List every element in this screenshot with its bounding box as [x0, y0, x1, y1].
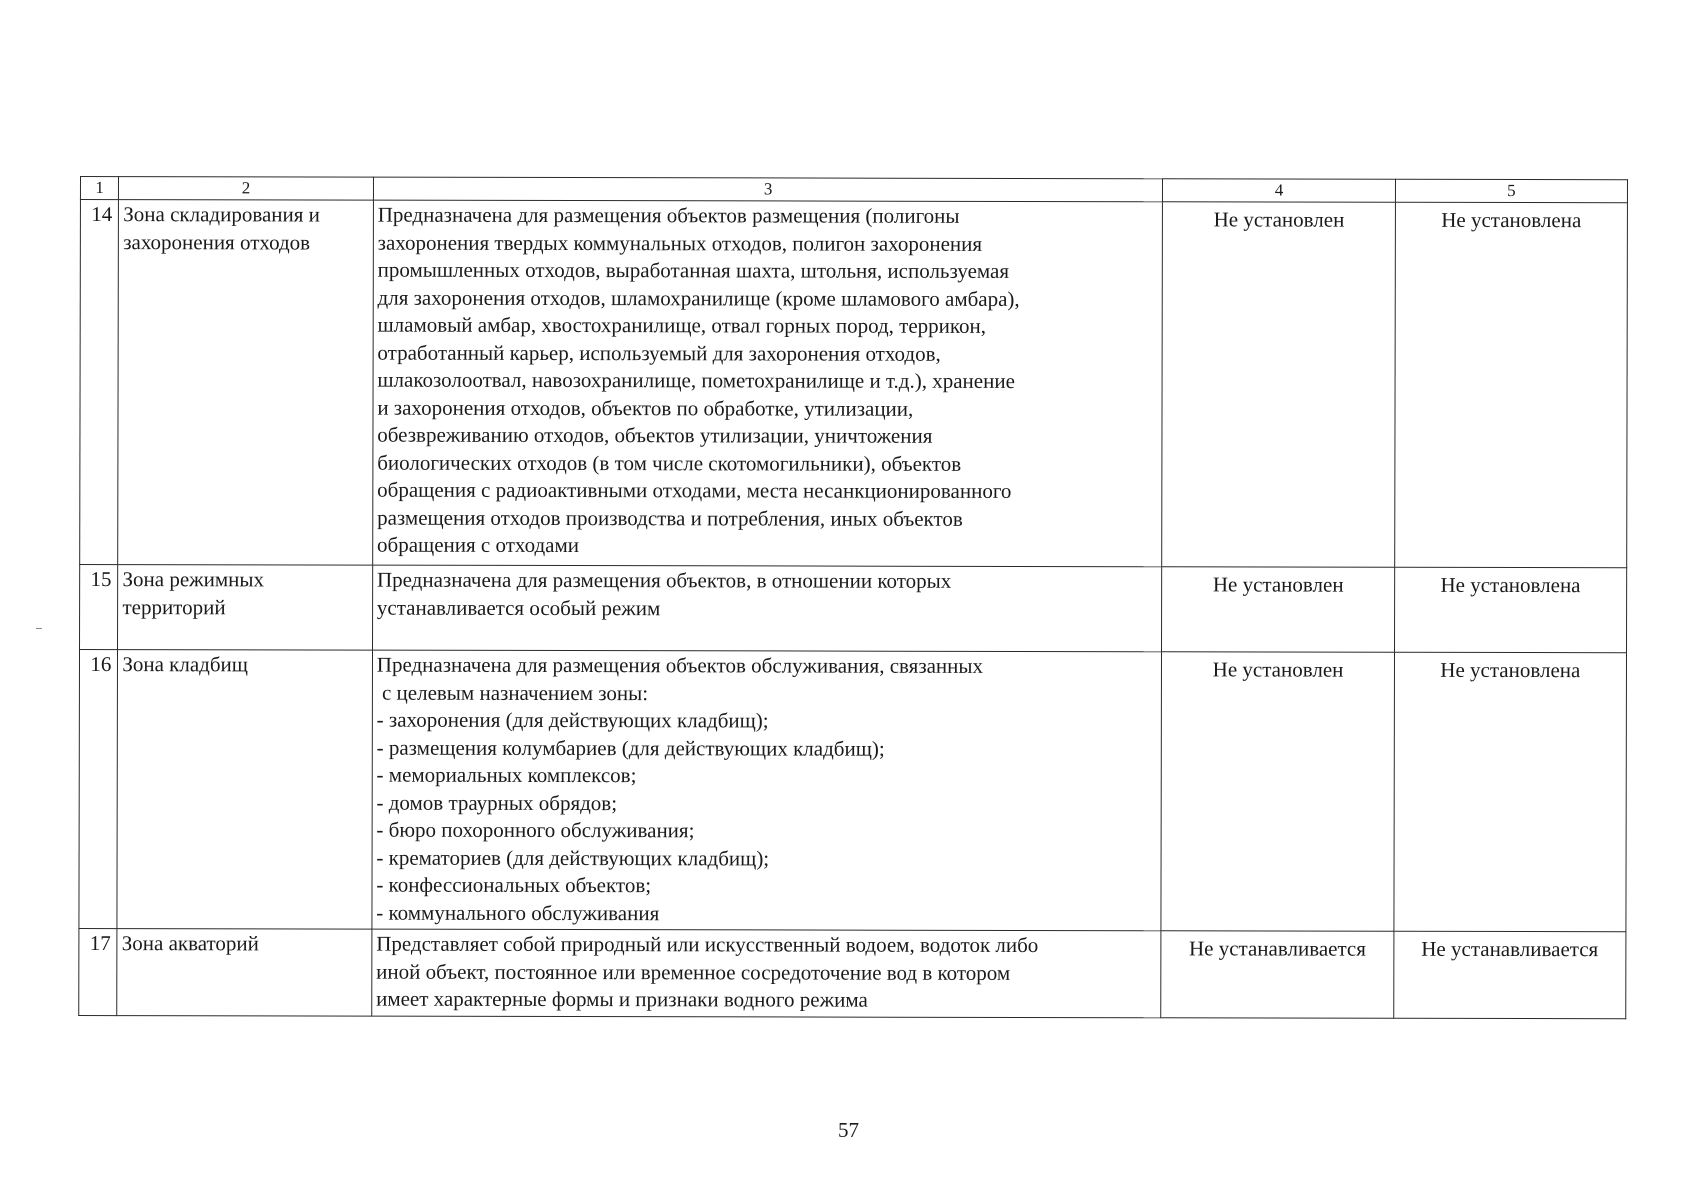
row-number: 14 — [80, 200, 119, 565]
table-row — [80, 565, 1627, 653]
description-line: - бюро похоронного обслуживания; — [376, 817, 695, 843]
zones-table — [78, 176, 1628, 1019]
description-line: устанавливается особый режим — [376, 595, 661, 620]
column-4-value: Не устанавливается — [1161, 931, 1393, 1018]
description-line: Предназначена для размещения объектов, в отношении которых — [376, 567, 952, 593]
table-row — [80, 200, 1628, 568]
zone-name: Зона кладбищ — [117, 650, 372, 930]
column-5-value: Не устанавливается — [1393, 931, 1625, 1018]
column-5-value: Не установлена — [1394, 652, 1627, 931]
table-header-row — [80, 177, 1627, 203]
zone-description — [372, 650, 1162, 931]
page-number: 57 — [838, 1118, 859, 1142]
zone-name: Зона акваторий — [117, 929, 372, 1016]
header-cell-5: 5 — [1395, 179, 1627, 202]
description-line: шламовый амбар, хвостохранилище, отвал горных пород, террикон, — [377, 312, 987, 338]
row-number: 16 — [79, 650, 118, 929]
description-line: отработанный карьер, используемый для захоронения отходов, — [377, 340, 941, 366]
header-cell-4: 4 — [1163, 179, 1395, 202]
zone-name: Зона складирования и захоронения отходов — [118, 200, 373, 566]
column-4-value: Не установлен — [1161, 652, 1394, 931]
description-line: шлакозолоотвал, навозохранилище, пометохранилище и т.д.), хранение — [377, 367, 1015, 393]
description-line: - коммунального обслуживания — [376, 900, 660, 925]
description-line: Предназначена для размещения объектов размещения (полигоны — [377, 202, 960, 228]
table-row — [79, 928, 1626, 1018]
zone-description — [372, 200, 1162, 567]
description-line: иной объект, постоянное или временное сосредоточение вод в котором — [376, 959, 1011, 985]
description-line: - мемориальных комплексов; — [376, 762, 637, 788]
description-line: захоронения твердых коммунальных отходов, полигон захоронения — [377, 230, 983, 256]
description-line: Представляет собой природный или искусственный водоем, водоток либо — [376, 931, 1039, 958]
zone-description — [372, 565, 1162, 652]
row-number: 17 — [79, 928, 118, 1015]
description-line: - домов траурных обрядов; — [376, 790, 618, 815]
description-line: - крематориев (для действующих кладбищ); — [376, 845, 770, 870]
description-line: обращения с отходами — [377, 532, 580, 558]
header-cell-2: 2 — [119, 177, 374, 201]
zone-description — [372, 929, 1162, 1017]
zone-name: Зона режимных территорий — [118, 565, 373, 651]
description-line: для захоронения отходов, шламохранилище (кроме шламового амбара), — [377, 285, 1020, 311]
scan-artifact — [36, 628, 42, 629]
table-row — [79, 650, 1627, 932]
column-5-value: Не установлена — [1394, 567, 1626, 652]
description-line: - конфессиональных объектов; — [376, 872, 652, 898]
description-line: обращения с радиоактивными отходами, места несанкционированного — [377, 477, 1012, 503]
column-4-value: Не установлен — [1162, 567, 1394, 652]
column-5-value: Не установлена — [1394, 202, 1627, 567]
description-line: - размещения колумбариев (для действующих кладбищ); — [376, 735, 885, 761]
description-line: с целевым назначением зоны: — [376, 680, 649, 705]
description-line: - захоронения (для действующих кладбищ); — [376, 707, 769, 733]
description-line: биологических отходов (в том числе скотомогильники), объектов — [377, 450, 962, 476]
description-line: промышленных отходов, выработанная шахта, штольня, используемая — [377, 257, 1010, 283]
description-line: и захоронения отходов, объектов по обработке, утилизации, — [377, 395, 914, 421]
description-line: обезвреживанию отходов, объектов утилизации, уничтожения — [377, 422, 933, 448]
header-cell-1: 1 — [80, 177, 118, 200]
description-line: размещения отходов производства и потребления, иных объектов — [377, 505, 963, 531]
row-number: 15 — [80, 565, 119, 650]
description-line: имеет характерные формы и признаки водного режима — [376, 986, 868, 1012]
description-line: Предназначена для размещения объектов обслуживания, связанных — [376, 652, 984, 678]
column-4-value: Не установлен — [1162, 202, 1395, 567]
header-cell-3: 3 — [373, 177, 1163, 202]
